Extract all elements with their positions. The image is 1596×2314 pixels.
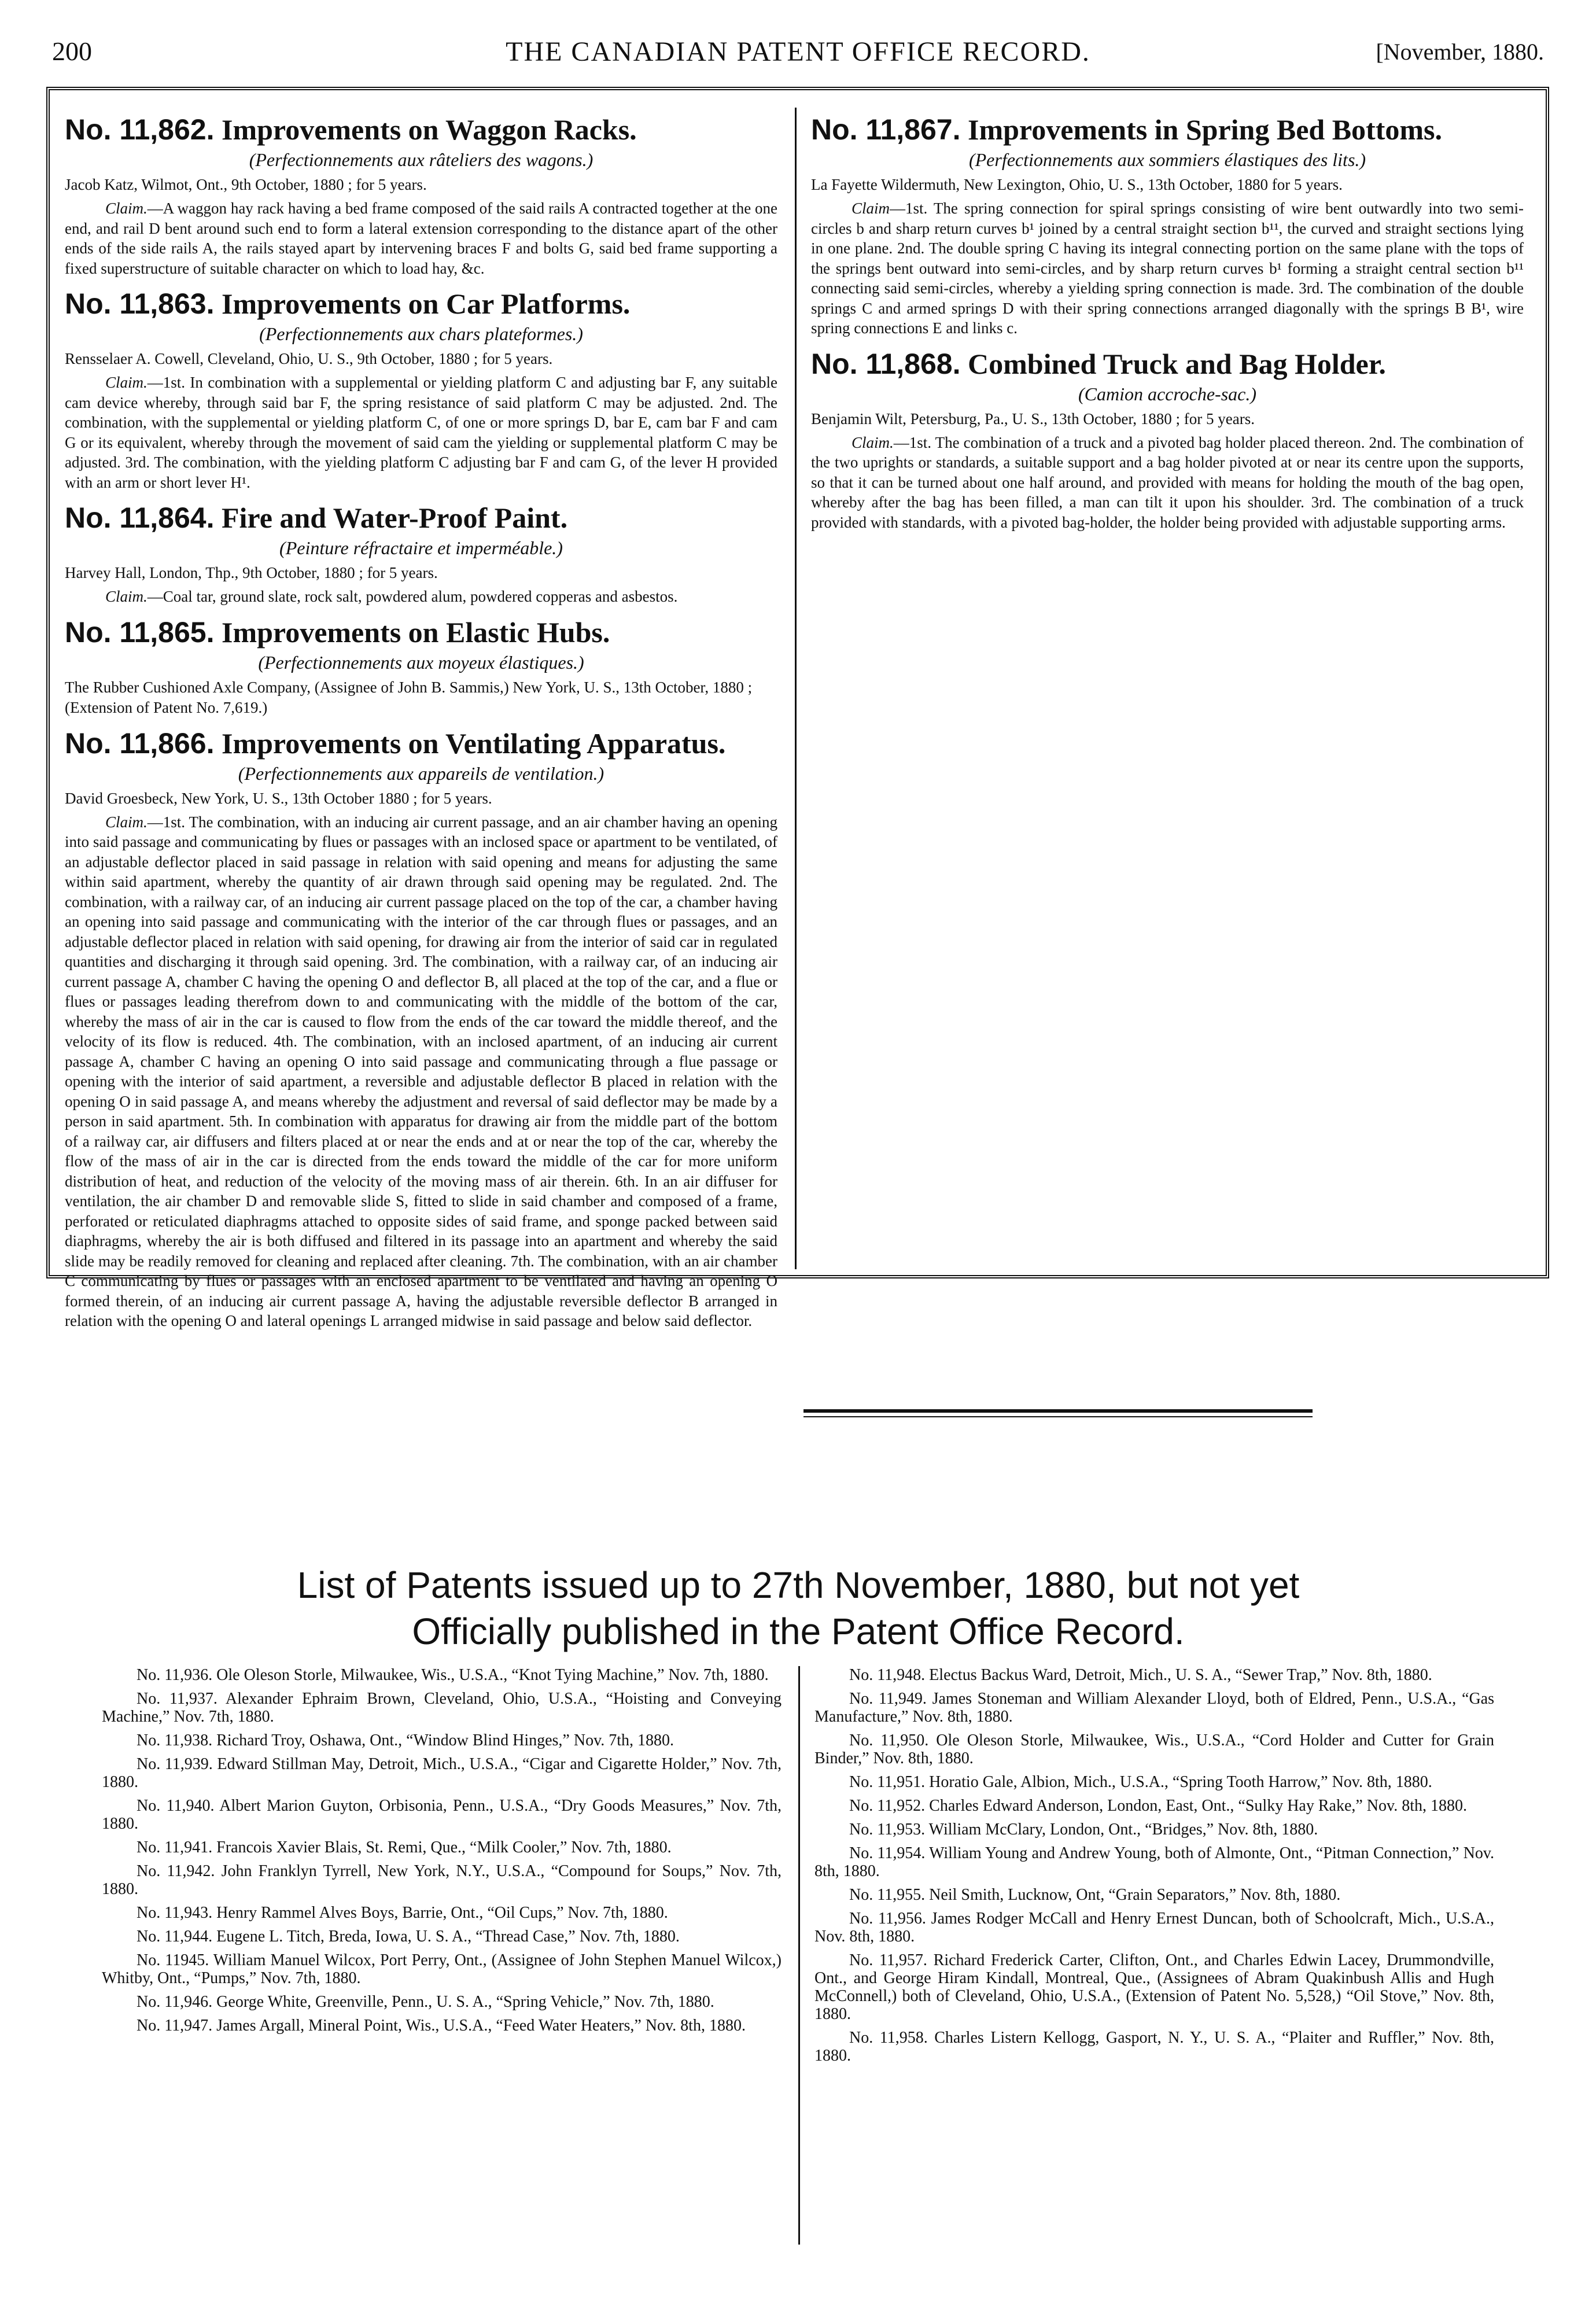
- entry-number: No. 11,863.: [65, 288, 215, 320]
- column-divider: [795, 108, 797, 1269]
- claim-body: —1st. The combination of a truck and a pivoted bag holder placed thereon. 2nd. The combination of the two uprights or standards, a suitable support and a bag holder pivoted at or near its centre upon the supports, so that it can be turned about one half around, and provided with means for holding the mouth of the bag open, whereby after the bag has been filled, a man can tilt it upon his shoulder. 3rd. The combination of a truck provided with standards, with a pivoted bag-holder, the holder being provided with adjustable supporting arms.: [811, 433, 1524, 531]
- list-item: No. 11,954. William Young and Andrew Young, both of Almonte, Ont., “Pitman Connection,” Nov. 8th, 1880.: [814, 1844, 1494, 1880]
- claim-text: [811, 433, 1524, 533]
- entry-title-text: Combined Truck and Bag Holder.: [968, 347, 1386, 380]
- inventor-line: Harvey Hall, London, Thp., 9th October, 1880 ; for 5 years.: [65, 564, 438, 581]
- entry-title: [811, 113, 1524, 146]
- list-item: No. 11945. William Manuel Wilcox, Port Perry, Ont., (Assignee of John Stephen Manuel Wilcox,) Whitby, Ont., “Pumps,” Nov. 7th, 1880.: [102, 1951, 782, 1987]
- patent-entry-11865: [65, 616, 777, 718]
- entry-title: [811, 348, 1524, 380]
- patent-entries-frame: [46, 87, 1549, 1329]
- list-item: No. 11,952. Charles Edward Anderson, London, East, Ont., “Sulky Hay Rake,” Nov. 8th, 1880.: [849, 1797, 1467, 1815]
- entry-title-text: Improvements on Ventilating Apparatus.: [222, 727, 726, 760]
- list-item: No. 11,946. George White, Greenville, Penn., U. S. A., “Spring Vehicle,” Nov. 7th, 1880.: [137, 1993, 714, 2011]
- french-title: (Perfectionnements aux sommiers élastiques des lits.): [968, 149, 1366, 170]
- inventor-line: David Groesbeck, New York, U. S., 13th October 1880 ; for 5 years.: [65, 789, 492, 807]
- issue-date: [November, 1880.: [1376, 39, 1544, 65]
- list-item: No. 11,939. Edward Stillman May, Detroit, Mich., U.S.A., “Cigar and Cigarette Holder,” Nov. 7th, 1880.: [102, 1755, 782, 1791]
- list-item: No. 11,937. Alexander Ephraim Brown, Cleveland, Ohio, U.S.A., “Hoisting and Conveying Machine,” Nov. 7th, 1880.: [102, 1690, 782, 1726]
- entry-title: [65, 502, 777, 534]
- entry-number: No. 11,868.: [811, 347, 961, 380]
- inventor-line: La Fayette Wildermuth, New Lexington, Ohio, U. S., 13th October, 1880 for 5 years.: [811, 176, 1343, 193]
- claim-body: —1st. The spring connection for spiral springs consisting of wire bent outwardly into two semi-circles b and sharp return curves b¹ joined by a central straight section b¹¹, the curved and straight sections lying in one plane. 2nd. The double spring C having its integral connecting portion on the same plane with the tops of the springs bent outward into semi-circles, and by sharp return curves b¹ forming a straight central section b¹¹ connecting said semi-circles, whereby a yielding spring connection is made. 3rd. The combination of the double springs C and armed springs D with their spring connections arranged diagonally with the springs B B¹, wire spring connections E and links c.: [811, 200, 1524, 337]
- claim-label: Claim.: [105, 200, 148, 217]
- list-item: No. 11,957. Richard Frederick Carter, Clifton, Ont., and Charles Edwin Lacey, Drummondville, Ont., and George Hiram Kindall, Montreal, Que., (Assignees of Abram Quakinbush Allis and Hugh McConnell,) both of Cleveland, Ohio, U.S.A., (Extension of Patent No. 5,528,) “Oil Stove,” Nov. 8th, 1880.: [814, 1951, 1494, 2023]
- claim-label: Claim: [852, 200, 890, 217]
- list-item: No. 11,944. Eugene L. Titch, Breda, Iowa, U. S. A., “Thread Case,” Nov. 7th, 1880.: [137, 1928, 680, 1945]
- list-item: No. 11,947. James Argall, Mineral Point, Wis., U.S.A., “Feed Water Heaters,” Nov. 8th, 1880.: [137, 2017, 746, 2035]
- french-title: (Perfectionnements aux chars plateformes.): [259, 323, 583, 344]
- patent-entry-11864: [65, 502, 777, 607]
- inventor-line: Benjamin Wilt, Petersburg, Pa., U. S., 13th October, 1880 ; for 5 years.: [811, 410, 1255, 428]
- left-column: [65, 113, 777, 1340]
- list-heading: [87, 1562, 1510, 1655]
- patent-entry-11868: [811, 348, 1524, 533]
- list-item: No. 11,956. James Rodger McCall and Henry Ernest Duncan, both of Schoolcraft, Mich., U.S.A., Nov. 8th, 1880.: [814, 1910, 1494, 1945]
- french-title: (Camion accroche-sac.): [1078, 383, 1257, 404]
- claim-text: [811, 198, 1524, 338]
- entry-title-text: Fire and Water-Proof Paint.: [222, 502, 568, 534]
- list-item: No. 11,942. John Franklyn Tyrrell, New York, N.Y., U.S.A., “Compound for Soups,” Nov. 7th, 1880.: [102, 1862, 782, 1898]
- list-heading-line1: List of Patents issued up to 27th November, 1880, but not yet: [297, 1564, 1300, 1606]
- entry-number: No. 11,862.: [65, 113, 215, 146]
- list-item: No. 11,953. William McClary, London, Ont., “Bridges,” Nov. 8th, 1880.: [849, 1821, 1318, 1838]
- entry-title-text: Improvements on Waggon Racks.: [222, 113, 637, 146]
- claim-text: [65, 373, 777, 492]
- entry-title: [65, 616, 777, 648]
- entry-title-text: Improvements in Spring Bed Bottoms.: [968, 113, 1442, 146]
- list-item: No. 11,941. Francois Xavier Blais, St. Remi, Que., “Milk Cooler,” Nov. 7th, 1880.: [137, 1838, 672, 1856]
- patent-list-left-column: [102, 1666, 782, 2040]
- patent-list-right-column: [814, 1666, 1494, 2070]
- claim-body: —1st. In combination with a supplemental or yielding platform C and adjusting bar F, any suitable cam device whereby, through said bar F, the spring resistance of said platform C may be adjusted. 2nd. The combination, with the supplemental or yielding platform C, of one or more springs D, bar E, cam bar F and cam G or its equivalent, whereby through the movement of said cam the yielding or supplemental platform C may be adjusted. 3rd. The combination, with the yielding platform C adjusting bar F and cam G, of the lever H provided with an arm or short lever H¹.: [65, 374, 777, 491]
- list-item: No. 11,955. Neil Smith, Lucknow, Ont, “Grain Separators,” Nov. 8th, 1880.: [849, 1886, 1341, 1904]
- patent-list: [81, 1666, 1516, 2279]
- claim-body: —1st. The combination, with an inducing air current passage, and an air chamber having an opening into said passage and communicating by flues or passages with an inclosed space or apartment to be ventilated, of an adjustable deflector placed in said passage in relation with said opening and means for adjusting the same within said apartment, whereby the quantity of air drawn through said opening may be regulated. 2nd. The combination, with a railway car, of an inducing air current passage placed on the top of the car, a chamber having an opening into said passage and communicating with the interior of the car through flues or passages, and an adjustable deflector placed in relation with said opening, for drawing air from the interior of said car in regulated quantities and discharging it through said opening. 3rd. The combination, with a railway car, of an inducing air current passage A, chamber C having the opening O and deflector B, all placed at the top of the car, and a flue or flues or passages leading therefrom down to and communicating with the middle of the bottom of the car, whereby the mass of air in the car is caused to flow from the ends of the car toward the middle thereof, and the velocity of its flow is reduced. 4th. The combination, with an inclosed apartment, of an inducing air current passage A, chamber C having an opening O into said passage and communicating through a flue passage or opening with the interior of said apartment, a reversible and adjustable deflector B placed in relation with the opening O in said passage A, and means whereby the adjustment and reversal of said deflector may be made by a person in said apartment. 5th. In combination with apparatus for drawing air from the middle part of the bottom of a railway car, air diffusers and filters placed at or near the ends and at or near the top of the car, whereby the flow of the mass of air in the car is directed from the ends toward the middle of the car for more uniform distribution of heat, and reduction of the velocity of the moving mass of air therein. 6th. In an air diffuser for ventilation, the air chamber D and removable slide S, fitted to slide in said chamber and composed of a frame, perforated or reticulated diaphragms attached to opposite sides of said frame, and sponge packed between said diaphragms, whereby the air is both diffused and filtered in its passage into an apartment and whereby the said slide may be readily removed for cleaning and replaced after cleaning. 7th. The combination, with an air chamber C communicating by flues or passages with an enclosed apartment to be ventilated and having an opening O formed therein, of an inducing air current passage A, having the adjustable reversible deflector B arranged in relation with the opening O and lateral openings L arranged midwise in said passage and below said deflector.: [65, 813, 777, 1329]
- list-item: No. 11,936. Ole Oleson Storle, Milwaukee, Wis., U.S.A., “Knot Tying Machine,” Nov. 7th, 1880.: [137, 1666, 769, 1684]
- right-column: [811, 113, 1524, 541]
- french-title: (Peinture réfractaire et imperméable.): [279, 537, 563, 558]
- claim-text: [65, 587, 777, 607]
- list-item: No. 11,940. Albert Marion Guyton, Orbisonia, Penn., U.S.A., “Dry Goods Measures,” Nov. 7th, 1880.: [102, 1797, 782, 1833]
- entry-title: [65, 288, 777, 320]
- french-title: (Perfectionnements aux râteliers des wagons.): [249, 149, 594, 170]
- claim-label: Claim.: [105, 588, 148, 605]
- patent-entry-11863: [65, 288, 777, 492]
- claim-label: Claim.: [852, 433, 894, 451]
- list-item: No. 11,950. Ole Oleson Storle, Milwaukee, Wis., U.S.A., “Cord Holder and Cutter for Grain Binder,” Nov. 8th, 1880.: [814, 1731, 1494, 1767]
- french-title: (Perfectionnements aux appareils de ventilation.): [238, 762, 605, 784]
- list-item: No. 11,948. Electus Backus Ward, Detroit, Mich., U. S. A., “Sewer Trap,” Nov. 8th, 1880.: [849, 1666, 1432, 1684]
- list-column-divider: [798, 1666, 800, 2245]
- list-item: No. 11,943. Henry Rammel Alves Boys, Barrie, Ont., “Oil Cups,” Nov. 7th, 1880.: [137, 1904, 668, 1922]
- list-item: No. 11,958. Charles Listern Kellogg, Gasport, N. Y., U. S. A., “Plaiter and Ruffler,” Nov. 8th, 1880.: [814, 2029, 1494, 2065]
- entry-title: [65, 727, 777, 760]
- claim-text: [65, 812, 777, 1331]
- list-item: No. 11,951. Horatio Gale, Albion, Mich., U.S.A., “Spring Tooth Harrow,” Nov. 8th, 1880.: [849, 1773, 1432, 1791]
- rule-thick: [803, 1409, 1313, 1413]
- entry-title-text: Improvements on Car Platforms.: [222, 288, 631, 320]
- rule-thin: [803, 1416, 1313, 1417]
- entry-title-text: Improvements on Elastic Hubs.: [222, 616, 610, 648]
- entry-number: No. 11,866.: [65, 727, 215, 760]
- patent-entry-11866: [65, 727, 777, 1331]
- claim-body: —Coal tar, ground slate, rock salt, powdered alum, powdered copperas and asbestos.: [147, 588, 678, 605]
- claim-text: [65, 198, 777, 278]
- list-heading-line2: Officially published in the Patent Office Record.: [412, 1611, 1185, 1652]
- claim-label: Claim.: [105, 813, 148, 831]
- page-number: 200: [52, 36, 92, 66]
- inventor-line: Rensselaer A. Cowell, Cleveland, Ohio, U. S., 9th October, 1880 ; for 5 years.: [65, 350, 553, 367]
- entry-number: No. 11,867.: [811, 113, 961, 146]
- entry-number: No. 11,864.: [65, 502, 215, 534]
- patent-entry-11862: [65, 113, 777, 278]
- journal-title: THE CANADIAN PATENT OFFICE RECORD.: [506, 36, 1090, 67]
- claim-body: —A waggon hay rack having a bed frame composed of the said rails A contracted together at the one end, and rail D bent around such end to form a lateral extension corresponding to the distance apart of the other ends of the side rails A, the rails stayed apart by intervening braces F and bolts G, said bed frame supporting a fixed superstructure of suitable character on which to load hay, &c.: [65, 200, 777, 277]
- list-item: No. 11,949. James Stoneman and William Alexander Lloyd, both of Eldred, Penn., U.S.A., “Gas Manufacture,” Nov. 8th, 1880.: [814, 1690, 1494, 1726]
- claim-label: Claim.: [105, 374, 148, 391]
- inventor-line: Jacob Katz, Wilmot, Ont., 9th October, 1880 ; for 5 years.: [65, 176, 427, 193]
- entry-number: No. 11,865.: [65, 616, 215, 648]
- patent-entry-11867: [811, 113, 1524, 338]
- running-head: [46, 36, 1550, 71]
- inventor-line: The Rubber Cushioned Axle Company, (Assignee of John B. Sammis,) New York, U. S., 13th October, 1880 ; (Extension of Patent No. 7,619.): [65, 678, 753, 716]
- section-rule: [803, 1409, 1313, 1423]
- french-title: (Perfectionnements aux moyeux élastiques.): [258, 651, 584, 673]
- list-item: No. 11,938. Richard Troy, Oshawa, Ont., “Window Blind Hinges,” Nov. 7th, 1880.: [137, 1731, 674, 1749]
- entry-title: [65, 113, 777, 146]
